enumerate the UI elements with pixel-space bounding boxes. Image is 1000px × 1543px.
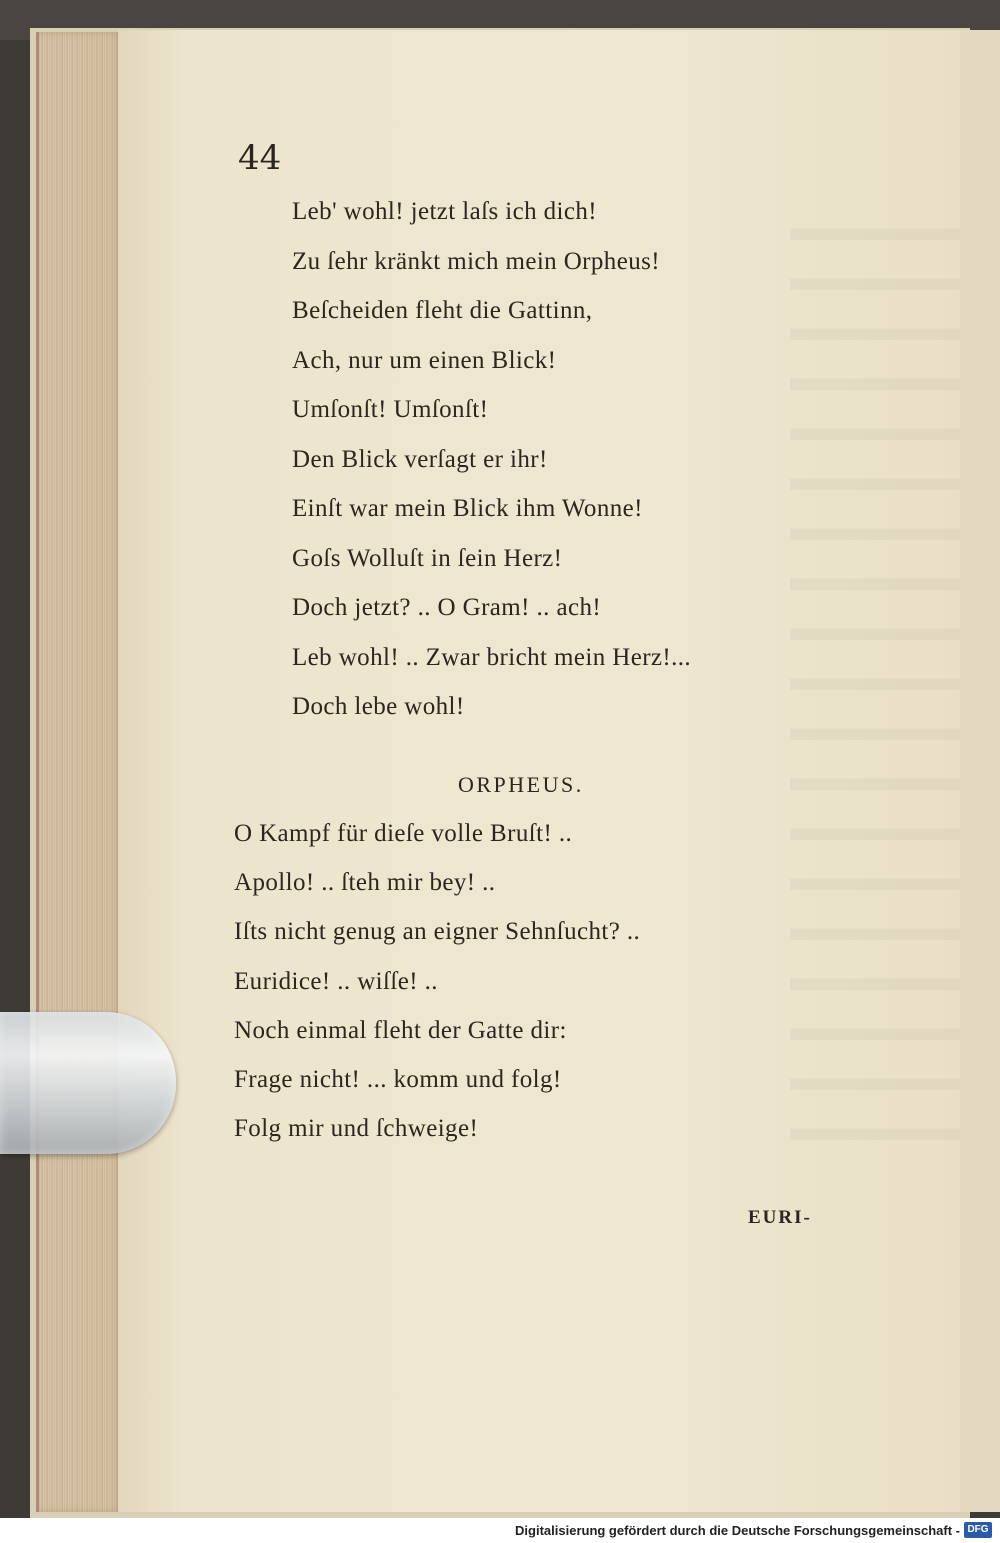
verse-line: Den Blick verſagt er ihr! <box>292 445 548 473</box>
funding-credit: Digitalisierung gefördert durch die Deutsche Forschungsgemeinschaft - <box>515 1523 960 1538</box>
verse-line: Beſcheiden fleht die Gattinn, <box>292 297 593 324</box>
verse-line: O Kampf für dieſe volle Bruſt! .. <box>234 820 573 847</box>
verse-line: Zu ſehr kränkt mich mein Orpheus! <box>292 247 660 275</box>
book-fore-edge <box>36 32 123 1512</box>
verse-line: Iſts nicht genug an eigner Sehnſucht? .. <box>234 918 641 946</box>
verse-line: Euridice! .. wiſſe! .. <box>234 967 438 995</box>
page-number: 44 <box>238 138 282 178</box>
verse-line: Noch einmal fleht der Gatte dir: <box>234 1016 567 1044</box>
verse-line: Doch lebe wohl! <box>292 693 465 720</box>
dfg-logo-icon: DFG <box>964 1522 992 1538</box>
verse-line: Umſonſt! Umſonſt! <box>292 396 489 423</box>
catchword: EURI- <box>748 1207 812 1228</box>
verse-line: Leb wohl! .. Zwar bricht mein Herz!... <box>292 643 692 671</box>
verse-line: Goſs Wolluſt in ſein Herz! <box>292 544 563 572</box>
facing-page-edge <box>958 30 1000 1512</box>
verse-line: Doch jetzt? .. O Gram! .. ach! <box>292 594 602 621</box>
glass-page-clamp <box>0 1012 176 1154</box>
verse-line: Folg mir und ſchweige! <box>234 1115 479 1143</box>
verse-line: Apollo! .. ſteh mir bey! .. <box>234 869 496 897</box>
speaker-heading: ORPHEUS. <box>458 772 584 797</box>
verse-line: Leb' wohl! jetzt laſs ich dich! <box>292 198 598 225</box>
verse-line: Frage nicht! ... komm und folg! <box>234 1065 562 1093</box>
verse-line: Einſt war mein Blick ihm Wonne! <box>292 495 643 522</box>
stanza-euridice <box>292 192 691 737</box>
stanza-orpheus <box>234 814 640 1158</box>
verse-line: Ach, nur um einen Blick! <box>292 346 557 374</box>
